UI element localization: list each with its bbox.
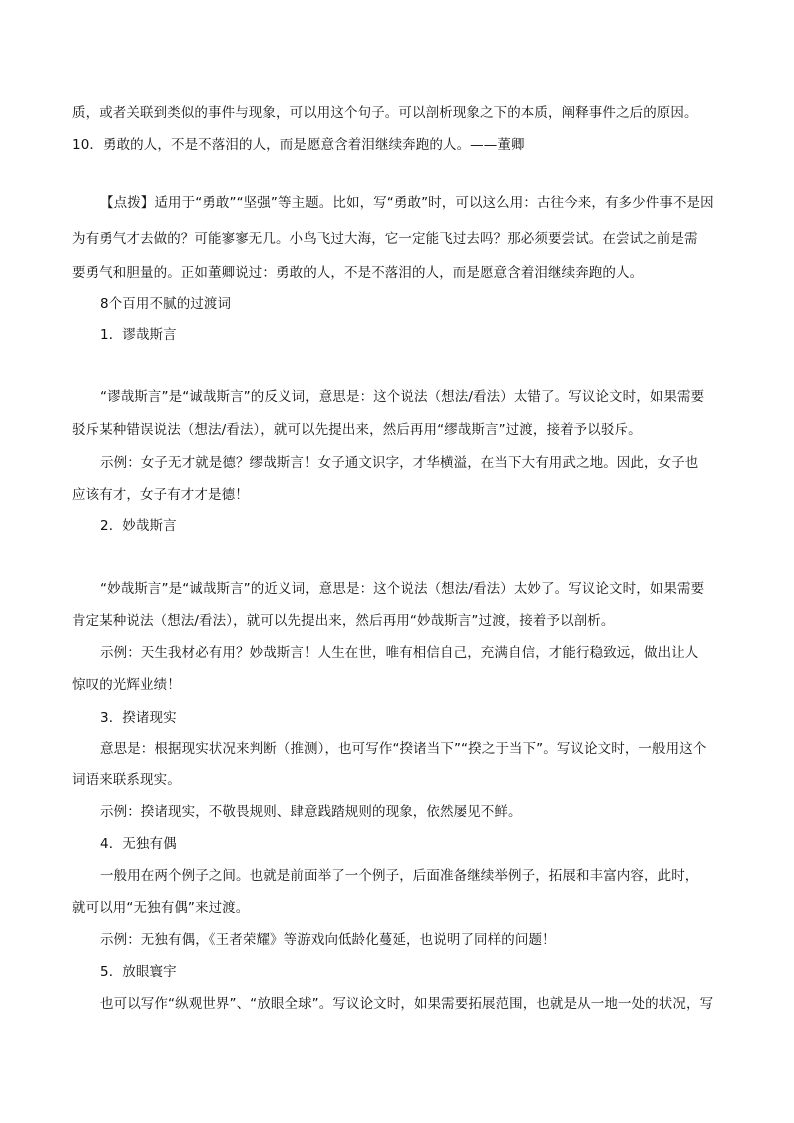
example-line: 示例：天生我材必有用？妙哉斯言！人生在世，唯有相信自己，充满自信，才能行稳致远，做出让人	[100, 645, 699, 661]
section-heading: 8个百用不腻的过渡词	[100, 296, 232, 312]
item-heading: 5．放眼寰宇	[100, 964, 177, 980]
paragraph-line: 驳斥某种错误说法（想法/看法），就可以先提出来，然后再用“缪哉斯言”过渡，接着予以驳斥。	[72, 422, 642, 438]
paragraph-line: 意思是：根据现实状况来判断（推测），也可写作“揆诸当下”“揆之于当下”。写议论文时，一般用这个	[100, 741, 707, 757]
example-line: 应该有才，女子有才才是德！	[72, 487, 249, 503]
paragraph-line: 肯定某种说法（想法/看法），就可以先提出来，然后再用“妙哉斯言”过渡，接着予以剖析。	[72, 613, 615, 629]
paragraph-line: 要勇气和胆量的。正如董卿说过：勇敢的人，不是不落泪的人，而是愿意含着泪继续奔跑的人。	[72, 265, 644, 281]
example-line: 示例：无独有偶，《王者荣耀》等游戏向低龄化蔓延，也说明了同样的问题！	[100, 932, 556, 948]
paragraph-line: 就可以用“无独有偶”来过渡。	[72, 900, 250, 916]
paragraph-line: 【点拨】适用于“勇敢”“坚强”等主题。比如，写“勇敢”时，可以这么用：古往今来，有多少件事不是因	[100, 195, 714, 211]
item-heading: 4．无独有偶	[100, 836, 177, 852]
item-heading: 3．揆诸现实	[100, 710, 177, 726]
quote-heading: 10．勇敢的人，不是不落泪的人，而是愿意含着泪继续奔跑的人。——董卿	[72, 137, 525, 153]
item-heading: 2．妙哉斯言	[100, 518, 177, 534]
example-line: 示例：女子无才就是德？缪哉斯言！女子通文识字，才华横溢，在当下大有用武之地。因此，女子也	[100, 455, 699, 471]
example-line: 惊叹的光辉业绩！	[72, 677, 181, 693]
paragraph-line: 为有勇气才去做的？可能寥寥无几。小鸟飞过大海，它一定能飞过去吗？那必须要尝试。在尝试之前是需	[72, 231, 698, 247]
paragraph-line: 一般用在两个例子之间。也就是前面举了一个例子，后面准备继续举例子，拓展和丰富内容，此时，	[100, 868, 699, 884]
paragraph-line: 质，或者关联到类似的事件与现象，可以用这个句子。可以剖析现象之下的本质，阐释事件之后的原因。	[72, 105, 698, 121]
paragraph-line: 也可以写作“纵观世界”、“放眼全球”。写议论文时，如果需要拓展范围，也就是从一地一处的状况，写	[100, 996, 714, 1012]
paragraph-line: “谬哉斯言”是“诚哉斯言”的反义词，意思是：这个说法（想法/看法）太错了。写议论文时，如果需要	[100, 389, 705, 405]
example-line: 示例：揆诸现实，不敬畏规则、肆意践踏规则的现象，依然屡见不鲜。	[100, 804, 522, 820]
item-heading: 1．谬哉斯言	[100, 327, 177, 343]
paragraph-line: “妙哉斯言”是“诚哉斯言”的近义词，意思是：这个说法（想法/看法）太妙了。写议论文时，如果需要	[100, 581, 705, 597]
paragraph-line: 词语来联系现实。	[72, 772, 181, 788]
